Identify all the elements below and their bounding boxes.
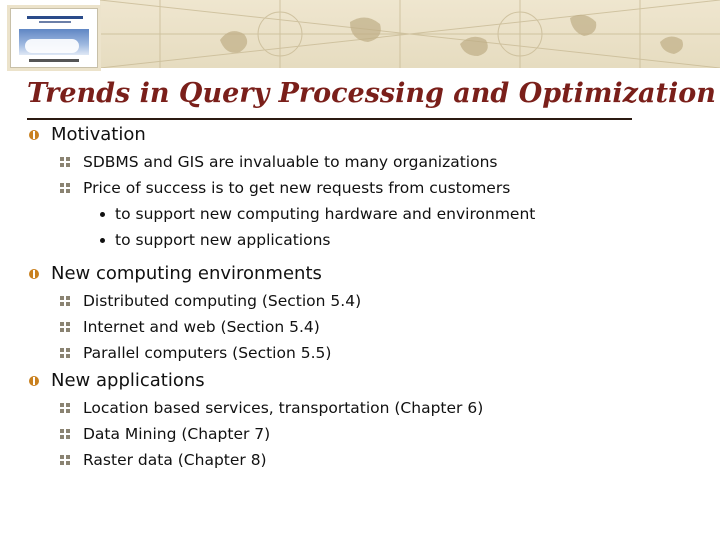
sub-subbullet-label: to support new applications (115, 231, 331, 249)
square-bullet-icon (60, 157, 70, 167)
bullet-label: New applications (51, 370, 205, 391)
subbullet-label: SDBMS and GIS are invaluable to many organizations (83, 153, 498, 171)
bullet-label: New computing environments (51, 263, 322, 284)
square-bullet-icon (60, 429, 70, 439)
book-cover-image (10, 8, 98, 68)
title-underline (27, 118, 632, 120)
bullet-new-computing-environments (29, 263, 322, 284)
bullet-marker-icon (29, 130, 39, 140)
subbullet-internet-web (60, 318, 320, 336)
sub-subbullet-label: to support new computing hardware and environment (115, 205, 536, 223)
subbullet-data-mining (60, 425, 270, 443)
subbullet-label: Location based services, transportation (Chapter 6) (83, 399, 484, 417)
subbullet-label: Raster data (Chapter 8) (83, 451, 267, 469)
bullet-motivation (29, 124, 146, 145)
bullet-new-applications (29, 370, 205, 391)
subbullet-label: Internet and web (Section 5.4) (83, 318, 320, 336)
dot-bullet-icon (100, 212, 105, 217)
subbullet-label: Price of success is to get new requests from customers (83, 179, 511, 197)
map-pattern-decoration (100, 0, 720, 68)
subbullet-label: Data Mining (Chapter 7) (83, 425, 271, 443)
square-bullet-icon (60, 296, 70, 306)
subbullet-label: Distributed computing (Section 5.4) (83, 292, 362, 310)
subbullet-price-of-success (60, 179, 510, 197)
cover-cloud-graphic (25, 39, 79, 53)
bullet-marker-icon (29, 269, 39, 279)
square-bullet-icon (60, 348, 70, 358)
square-bullet-icon (60, 183, 70, 193)
square-bullet-icon (60, 403, 70, 413)
subbullet-location-based (60, 399, 483, 417)
bullet-marker-icon (29, 376, 39, 386)
subbullet-raster-data (60, 451, 267, 469)
sub-subbullet-applications (100, 231, 330, 249)
sub-subbullet-hardware (100, 205, 535, 223)
dot-bullet-icon (100, 238, 105, 243)
cover-footer-graphic (29, 59, 79, 62)
subbullet-parallel (60, 344, 331, 362)
subbullet-distributed (60, 292, 361, 310)
square-bullet-icon (60, 322, 70, 332)
cover-title-graphic (25, 15, 85, 25)
bullet-label: Motivation (51, 124, 146, 145)
square-bullet-icon (60, 455, 70, 465)
slide-title: Trends in Query Processing and Optimization (27, 78, 716, 109)
subbullet-label: Parallel computers (Section 5.5) (83, 344, 332, 362)
subbullet-sdbms-gis (60, 153, 497, 171)
header-banner (100, 0, 720, 68)
